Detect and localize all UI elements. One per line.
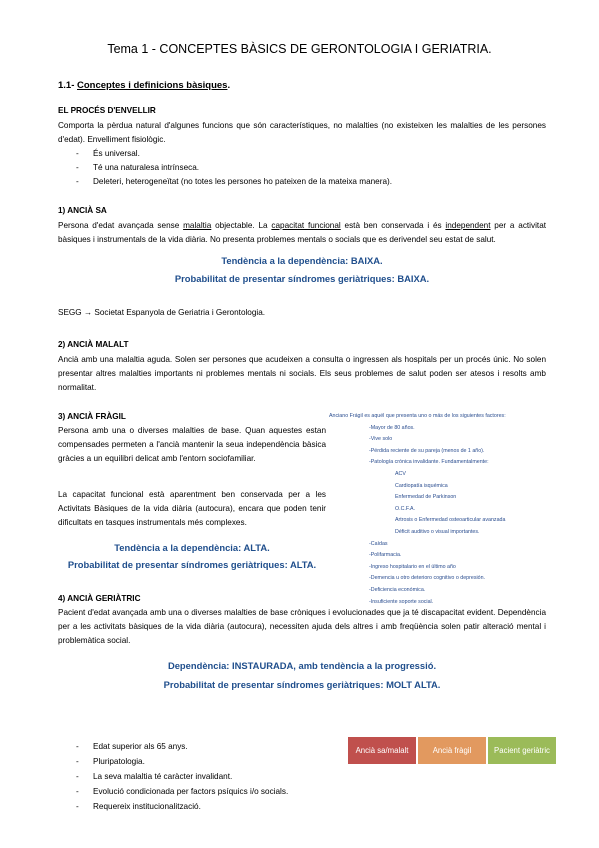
geriatric-text: Pacient d'edat avançada amb una o diverses malalties de base cròniques i evolucionades que ja té discapacitat evident. Dependència per a les activitats bàsiques de la vida diària (autocura), necessiten ajuda dels altres i amb freqüència solen patir alteració mental i problemàtica social. xyxy=(58,608,546,645)
tag-pacient-geriatric: Pacient geriàtric xyxy=(488,737,556,764)
list-item: -Patología crónica invalidante. Fundamentalmente: xyxy=(369,459,489,466)
list-item: ACV xyxy=(395,470,406,477)
list-item: -Mayor de 80 años. xyxy=(369,424,415,431)
tag-ancia-sa-malalt: Ancià sa/malalt xyxy=(348,737,416,764)
geriatric-bullet: - Evolució condicionada per factors psíquics i/o socials. xyxy=(76,787,289,796)
sa-probability: Probabilitat de presentar síndromes geriàtriques: BAIXA. xyxy=(174,273,430,284)
list-item: -Pérdida reciente de su pareja (menos de 1 año). xyxy=(369,447,485,454)
fragil-dependency: Tendència a la dependència: ALTA. xyxy=(114,542,270,553)
list-item: Enfermedad de Parkinson xyxy=(395,494,457,501)
bullet-text: Deleteri, heterogeneïtat (no totes les persones ho pateixen de la mateixa manera). xyxy=(93,177,393,186)
tag-ancia-fragil: Ancià fràgil xyxy=(418,737,486,764)
envellir-bullet: - Deleteri, heterogeneïtat (no totes les persones ho pateixen de la mateixa manera). xyxy=(76,177,393,186)
fragil-probability: Probabilitat de presentar síndromes geriàtriques: ALTA. xyxy=(67,559,317,570)
sa-dependency: Tendència a la dependència: BAIXA. xyxy=(221,255,383,266)
section-label: Conceptes i definicions bàsiques xyxy=(77,80,228,91)
geriatric-dependency: Dependència: INSTAURADA, amb tendència a la progressió. xyxy=(167,660,437,671)
text-run: per a activitat bàsiques i instrumentals de la vida diària. No presenta problemes mentals o socials que es derivendel seu estat de salut. xyxy=(58,221,547,244)
list-item: -Deficiencia económica. xyxy=(369,586,426,593)
segg-note: SEGG → Societat Espanyola de Geriatria i Gerontologia. xyxy=(58,308,266,317)
envellir-bullet: - Té una naturalesa intrínseca. xyxy=(76,163,200,172)
list-item: Artrosis o Enfermedad osteoarticular avanzada xyxy=(395,517,506,524)
bullet-text: Té una naturalesa intrínseca. xyxy=(93,163,200,172)
bullet-text: Evolució condicionada per factors psíquics i/o socials. xyxy=(93,787,289,796)
geriatric-bullet: - Pluripatologia. xyxy=(76,757,145,766)
malalt-heading: 2) ANCIÀ MALALT xyxy=(58,340,129,349)
page-title: Tema 1 - CONCEPTES BÀSICS DE GERONTOLOGIA I GERIATRIA. xyxy=(107,42,492,56)
fragile-factors-list xyxy=(329,411,559,608)
fragil-text-2: La capacitat funcional està aparentment ben conservada per a les Activitats Bàsiques de la vida diària (autocura), encara que poden tenir dificultats en tasques instrumentals més complexes. xyxy=(58,490,326,527)
envellir-text: Comporta la pèrdua natural d'algunes funcions que són característiques, no malalties (no existeixen les malalties de les persones d'edat). Envelliment fisiològic. xyxy=(58,121,546,144)
section-tail: . xyxy=(227,80,231,91)
list-item: -Caídas xyxy=(369,540,388,547)
list-item: Déficit auditivo o visual importantes. xyxy=(395,528,480,535)
underlined-term: capacitat funcional xyxy=(271,221,341,230)
list-title: Anciano Frágil es aquél que presenta uno o más de los siguientes factores: xyxy=(329,413,506,419)
geriatric-probability: Probabilitat de presentar síndromes geriàtriques: MOLT ALTA. xyxy=(163,679,441,690)
list-item: O.C.F.A. xyxy=(395,505,416,512)
list-item: Cardiopatía isquémica xyxy=(395,482,448,489)
bullet-text: És universal. xyxy=(93,149,140,158)
geriatric-bullet: - Requereix institucionalització. xyxy=(76,802,201,811)
list-item: -Ingreso hospitalario en el último año xyxy=(369,563,456,570)
envellir-bullet: - És universal. xyxy=(76,149,140,158)
fragil-text-1: Persona amb una o diverses malalties de base. Quan aquestes estan compensades permeten a l'ancià mantenir la seua independència bàsica gràcies a un equilibri delicat amb l'entorn sociofamiliar. xyxy=(58,426,326,463)
section-heading xyxy=(58,80,230,91)
underlined-term: malaltia xyxy=(183,221,212,230)
bullet-text: Edat superior als 65 anys. xyxy=(93,742,188,751)
bullet-text: Pluripatologia. xyxy=(93,757,145,766)
geriatric-heading: 4) ANCIÀ GERIÀTRIC xyxy=(58,594,141,603)
bullet-text: Requereix institucionalització. xyxy=(93,802,201,811)
geriatric-bullet: - Edat superior als 65 anys. xyxy=(76,742,188,751)
list-item: -Vive solo xyxy=(369,436,393,443)
sa-heading: 1) ANCIÀ SA xyxy=(58,206,107,215)
list-item: -Insuficiente soporte social. xyxy=(369,598,434,605)
fragil-heading: 3) ANCIÀ FRÀGIL xyxy=(58,412,126,421)
geriatric-bullet: - La seva malaltia té caràcter invalidant. xyxy=(76,772,233,781)
sa-text xyxy=(58,219,546,247)
bullet-text: La seva malaltia té caràcter invalidant. xyxy=(93,772,233,781)
text-run: Persona d'edat avançada sense xyxy=(58,221,180,230)
list-item: -Polifarmacia. xyxy=(369,552,402,559)
malalt-text: Ancià amb una malaltia aguda. Solen ser persones que acudeixen a consulta o ingressen als hospitals per un procés únic. No solen presentar altres malalties importants ni problemes mentals ni socials. Els seus problemes de salut poden ser atesos i resolts amb normalitat. xyxy=(58,355,546,392)
underlined-term: independent xyxy=(445,221,491,230)
section-number: 1.1- xyxy=(58,80,75,91)
text-run: objectable. La xyxy=(215,221,268,230)
list-item: -Demencia u otro deterioro cognitivo o depresión. xyxy=(369,575,486,582)
text-run: està ben conservada i és xyxy=(344,221,442,230)
envellir-heading: EL PROCÉS D'ENVELLIR xyxy=(58,106,156,115)
